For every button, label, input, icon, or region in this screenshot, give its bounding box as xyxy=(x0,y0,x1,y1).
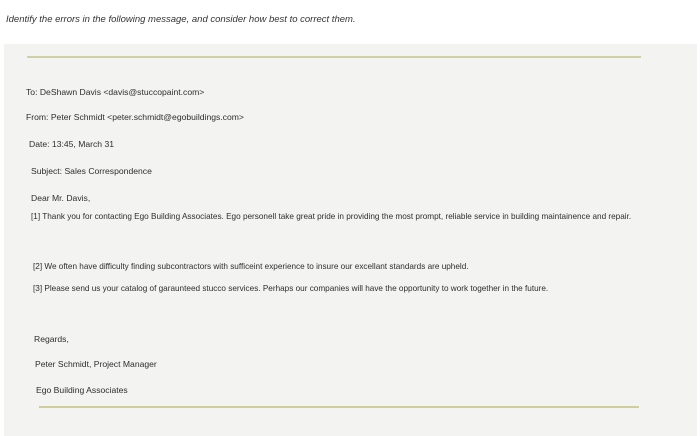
paragraph-2: [2] We often have difficulty finding subcontractors with sufficeint experience to insure our excellant standards are upheld. xyxy=(33,262,469,271)
email-from: From: Peter Schmidt <peter.schmidt@egobuildings.com> xyxy=(26,112,244,122)
instruction-text: Identify the errors in the following message, and consider how best to correct them. xyxy=(6,14,356,25)
email-to: To: DeShawn Davis <davis@stuccopaint.com> xyxy=(26,87,205,97)
email-closing: Regards, xyxy=(34,334,69,344)
signature-name: Peter Schmidt, Project Manager xyxy=(35,359,157,369)
signature-company: Ego Building Associates xyxy=(36,385,128,395)
email-date: Date: 13:45, March 31 xyxy=(29,139,115,149)
top-divider xyxy=(27,56,641,58)
email-greeting: Dear Mr. Davis, xyxy=(31,193,91,203)
email-subject: Subject: Sales Correspondence xyxy=(31,166,152,176)
email-panel xyxy=(4,44,697,436)
paragraph-3: [3] Please send us your catalog of garaunteed stucco services. Perhaps our companies will have the opportunity to work together in the future. xyxy=(33,284,549,293)
paragraph-1: [1] Thank you for contacting Ego Building Associates. Ego personell take great pride in providing the most prompt, reliable service in building maintainence and repair. xyxy=(31,212,632,221)
bottom-divider xyxy=(39,406,639,408)
